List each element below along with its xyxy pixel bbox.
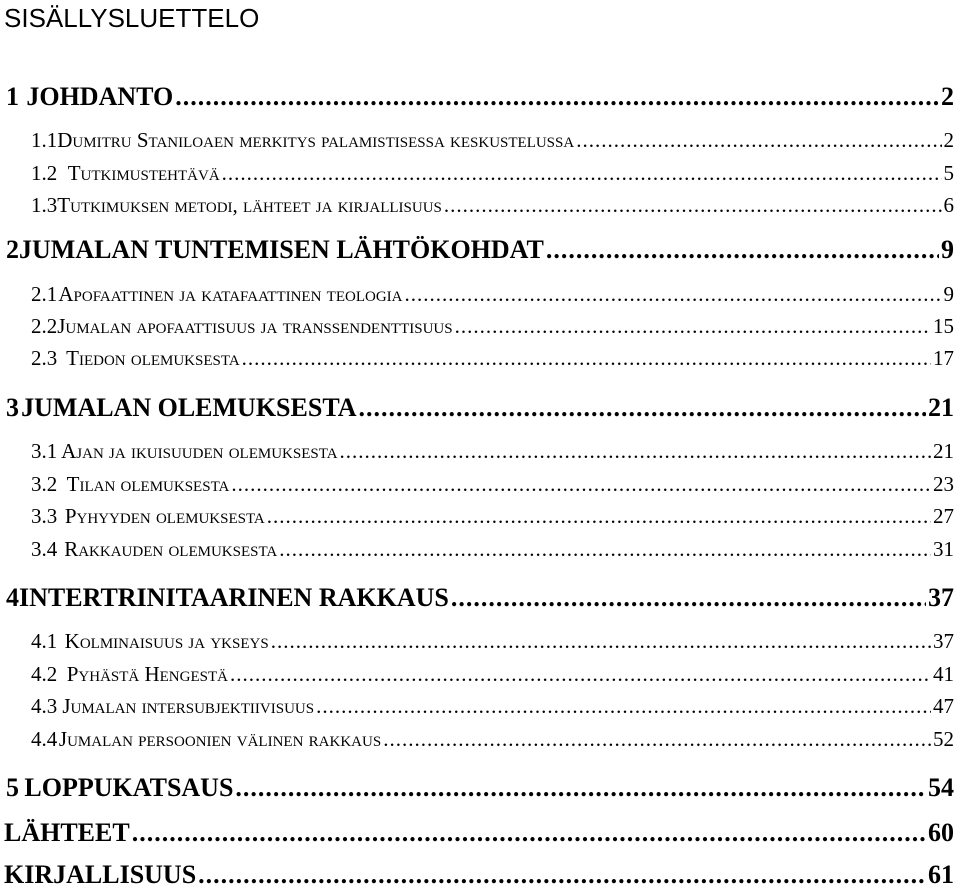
toc-entry[interactable]: [0, 161, 954, 186]
page-title: SISÄLLYSLUETTELO: [4, 3, 260, 33]
toc-entry-page: 21: [928, 393, 954, 422]
toc-entry-page: 41: [933, 662, 954, 686]
toc-dot-leader: [279, 537, 931, 562]
toc-entry-page: 6: [943, 193, 954, 217]
toc-entry-title: Kolminaisuus ja ykseys: [64, 629, 269, 653]
toc-entry[interactable]: [0, 537, 954, 562]
toc-entry[interactable]: [0, 393, 954, 423]
toc-entry-page: 37: [928, 583, 954, 612]
toc-dot-leader: [231, 472, 931, 497]
toc-entry-page: 9: [943, 282, 954, 306]
toc-dot-leader: [271, 629, 931, 654]
toc-entry-page: 27: [933, 504, 954, 528]
toc-entry[interactable]: [0, 235, 954, 265]
toc-entry-number: 3: [6, 393, 19, 422]
toc-entry-number: 3.4: [31, 537, 58, 561]
toc-entry-title: Jumalan intersubjektiivisuus: [62, 694, 315, 718]
toc-entry[interactable]: [0, 727, 954, 752]
toc-entry-title: JUMALAN TUNTEMISEN LÄHTÖKOHDAT: [19, 235, 544, 264]
toc-entry[interactable]: [0, 472, 954, 497]
toc-dot-leader: [340, 439, 931, 464]
toc-entry-number: 4.4: [31, 727, 58, 751]
toc-dot-leader: [235, 773, 926, 803]
toc-entry[interactable]: [0, 860, 954, 890]
toc-entry-page: 21: [933, 439, 954, 463]
toc-entry-number: 1: [6, 82, 19, 111]
toc-entry-title: INTERTRINITAARINEN RAKKAUS: [19, 583, 449, 612]
toc-entry[interactable]: [0, 439, 954, 464]
toc-entry[interactable]: [0, 282, 954, 307]
toc-dot-leader: [230, 662, 931, 687]
toc-dot-leader: [546, 235, 939, 265]
toc-entry[interactable]: [0, 128, 954, 153]
toc-entry[interactable]: [0, 504, 954, 529]
toc-entry-number: 5: [6, 773, 19, 802]
toc-entry[interactable]: [0, 629, 954, 654]
toc-entry-page: 60: [928, 818, 954, 847]
toc-entry[interactable]: [0, 773, 954, 803]
toc-entry-title: Tutkimustehtävä: [67, 161, 220, 185]
toc-entry-title: JOHDANTO: [26, 82, 174, 111]
toc-dot-leader: [198, 860, 926, 890]
toc-entry-title: Tilan olemuksesta: [66, 472, 230, 496]
toc-entry-page: 2: [943, 128, 954, 152]
toc-dot-leader: [576, 128, 941, 153]
toc-dot-leader: [359, 393, 926, 423]
toc-entry-title: Apofaattinen ja katafaattinen teologia: [58, 282, 403, 306]
toc-dot-leader: [242, 346, 931, 371]
toc-entry-title: JUMALAN OLEMUKSESTA: [21, 393, 357, 422]
toc-entry-page: 52: [933, 727, 954, 751]
toc-dot-leader: [405, 282, 942, 307]
toc-dot-leader: [451, 583, 926, 613]
toc-entry-title: Rakkauden olemuksesta: [64, 537, 278, 561]
toc-entry-title: Pyhyyden olemuksesta: [64, 504, 265, 528]
toc-entry[interactable]: [0, 193, 954, 218]
toc-entry-number: 2.1: [31, 282, 58, 306]
toc-entry-number: 4.3: [31, 694, 58, 718]
toc-entry-title: Jumalan persoonien välinen rakkaus: [58, 727, 382, 751]
toc-entry-number: 1.1: [31, 128, 58, 152]
toc-entry-page: 2: [941, 82, 954, 111]
toc-entry-page: 5: [943, 161, 954, 185]
toc-entry-number: 3.2: [31, 472, 58, 496]
toc-entry[interactable]: [0, 346, 954, 371]
toc-dot-leader: [267, 504, 931, 529]
toc-entry-title: Pyhästä Hengestä: [66, 662, 228, 686]
toc-entry-number: 4.2: [31, 662, 58, 686]
toc-entry-title: Tutkimuksen metodi, lähteet ja kirjallisuus: [57, 193, 442, 217]
toc-dot-leader: [316, 694, 931, 719]
toc-entry-number: 2.3: [31, 346, 58, 370]
toc-entry-number: 4.1: [31, 629, 58, 653]
toc-entry-title: LÄHTEET: [4, 818, 130, 847]
toc-entry-number: 2.2: [31, 314, 58, 338]
toc-entry-number: 4: [6, 583, 19, 612]
toc-entry[interactable]: [0, 583, 954, 613]
toc-entry-page: 9: [941, 235, 954, 264]
toc-entry-number: 3.3: [31, 504, 58, 528]
toc-entry-page: 15: [933, 314, 954, 338]
toc-entry-title: LOPPUKATSAUS: [24, 773, 234, 802]
toc-entry[interactable]: [0, 694, 954, 719]
toc-entry[interactable]: [0, 82, 954, 112]
toc-entry-page: 61: [928, 860, 954, 889]
toc-entry-number: 1.3: [31, 193, 58, 217]
toc-dot-leader: [444, 193, 942, 218]
toc-entry-page: 37: [933, 629, 954, 653]
toc-entry-number: 3.1: [31, 439, 58, 463]
toc-entry[interactable]: [0, 662, 954, 687]
toc-entry-title: Tiedon olemuksesta: [66, 346, 240, 370]
toc-entry-title: Ajan ja ikuisuuden olemuksesta: [61, 439, 338, 463]
toc-entry-number: 2: [6, 235, 19, 264]
toc-entry-number: 1.2: [31, 161, 58, 185]
toc-entry[interactable]: [0, 314, 954, 339]
toc-entry-page: 47: [933, 694, 954, 718]
toc-entry[interactable]: [0, 818, 954, 848]
toc-entry-title: Jumalan apofaattisuus ja transsendenttisuus: [57, 314, 453, 338]
toc-entry-page: 23: [933, 472, 954, 496]
toc-dot-leader: [383, 727, 931, 752]
toc-entry-title: Dumitru Staniloaen merkitys palamistisessa keskustelussa: [57, 128, 575, 152]
toc-dot-leader: [222, 161, 942, 186]
toc-entry-title: KIRJALLISUUS: [4, 860, 197, 889]
toc-entry-page: 17: [933, 346, 954, 370]
toc-entry-page: 31: [933, 537, 954, 561]
toc-dot-leader: [455, 314, 931, 339]
toc-dot-leader: [175, 82, 939, 112]
toc-dot-leader: [132, 818, 926, 848]
toc-entry-page: 54: [928, 773, 954, 802]
